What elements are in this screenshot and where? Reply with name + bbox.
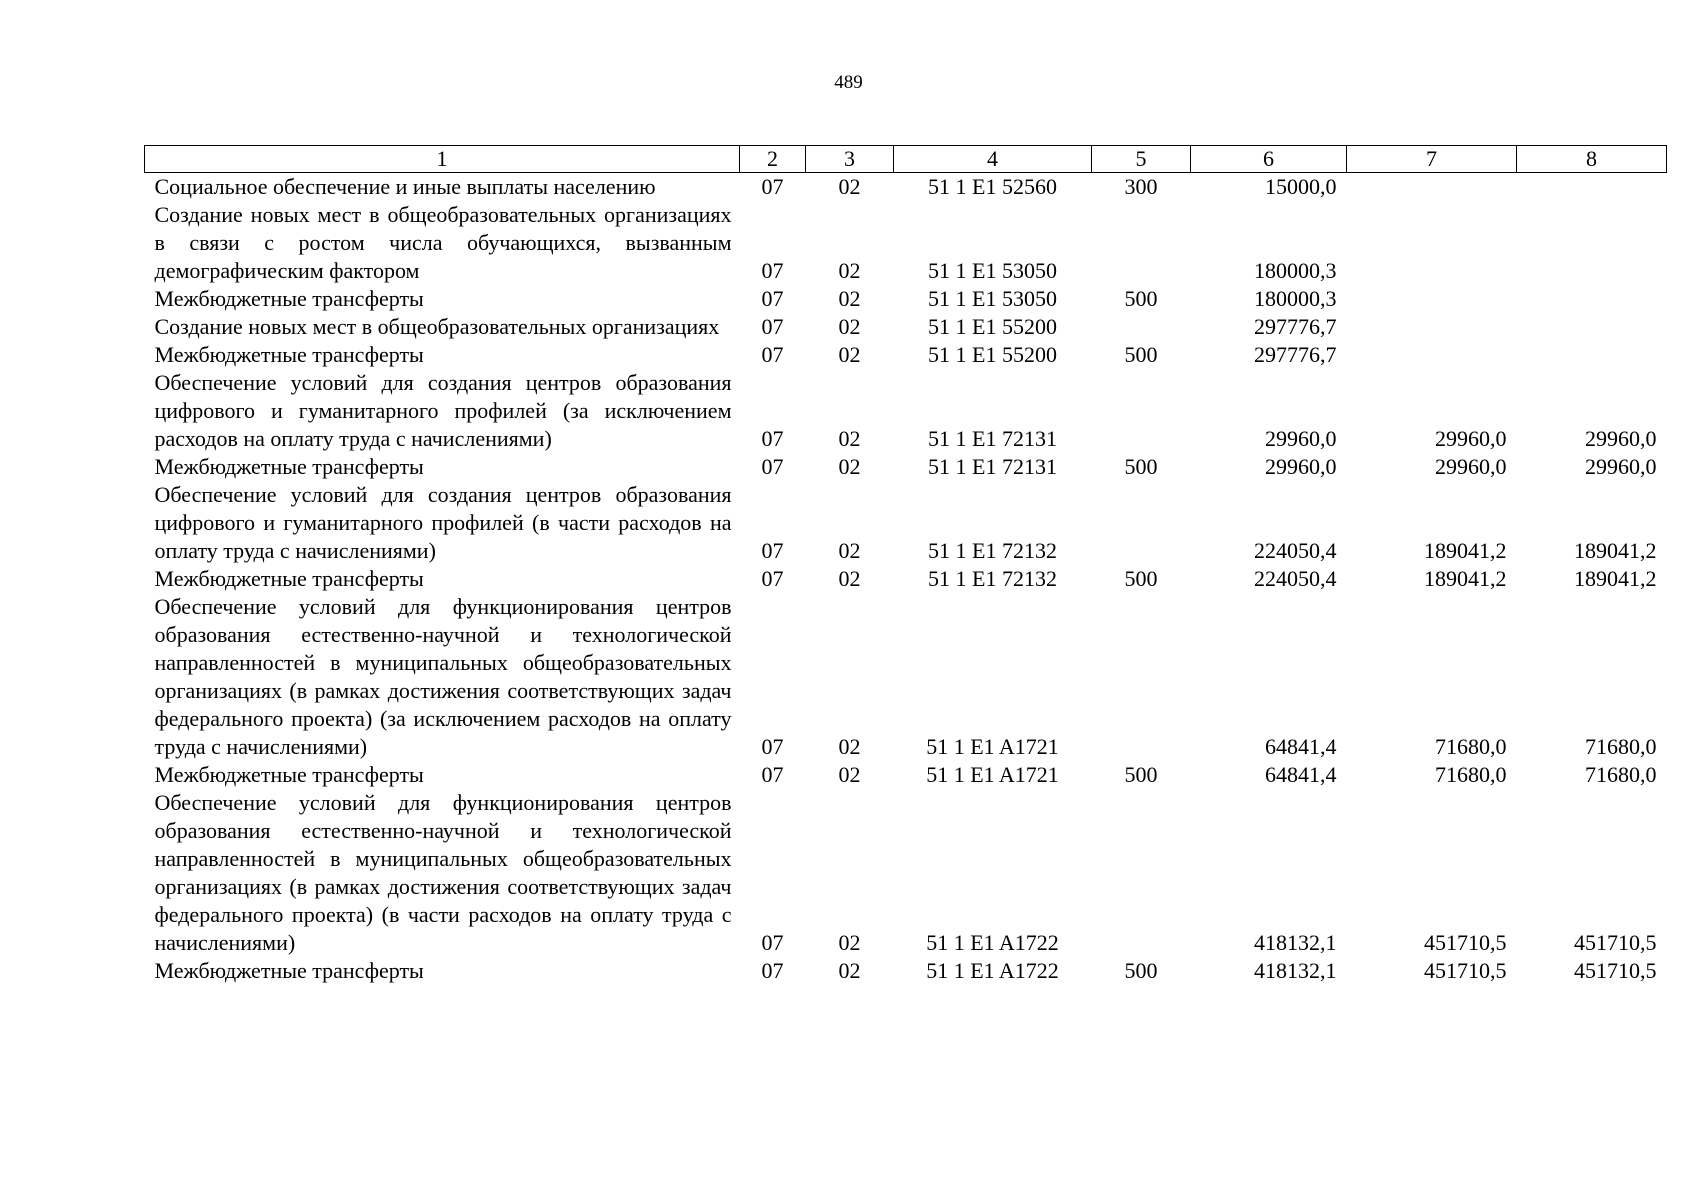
row-section: 07 — [761, 286, 784, 311]
row-section: 07 — [761, 314, 784, 339]
table-row — [145, 593, 1667, 761]
row-amount-2 — [1347, 341, 1517, 369]
row-amount-1: 297776,7 — [1254, 342, 1337, 367]
row-subsection: 02 — [838, 426, 861, 451]
row-amount-2: 189041,2 — [1424, 538, 1507, 563]
row-section: 07 — [761, 174, 784, 199]
row-amount-1: 64841,4 — [1265, 762, 1337, 787]
row-target-code: 51 1 E1 A1721 — [926, 734, 1059, 759]
row-amount-1: 224050,4 — [1254, 566, 1337, 591]
row-subsection: 02 — [838, 258, 861, 283]
row-amount-3: 71680,0 — [1585, 762, 1657, 787]
row-amount-1: 15000,0 — [1265, 174, 1337, 199]
row-name: Обеспечение условий для создания центров образования цифрового и гуманитарного профилей (в части расходов на оплату труда с начислениями) — [154, 482, 732, 563]
row-subsection: 02 — [838, 958, 861, 983]
row-expense-type — [1092, 201, 1191, 285]
table-row — [145, 313, 1667, 341]
row-name: Межбюджетные трансферты — [154, 762, 424, 787]
row-amount-2 — [1347, 173, 1517, 202]
row-amount-1: 180000,3 — [1254, 286, 1337, 311]
row-amount-2 — [1347, 313, 1517, 341]
table-row — [145, 957, 1667, 985]
row-name: Межбюджетные трансферты — [154, 566, 424, 591]
row-amount-1: 224050,4 — [1254, 538, 1337, 563]
table-header — [145, 146, 1667, 173]
row-amount-3: 29960,0 — [1585, 454, 1657, 479]
row-amount-3: 189041,2 — [1574, 538, 1657, 563]
row-amount-3 — [1517, 313, 1667, 341]
row-name: Межбюджетные трансферты — [154, 286, 424, 311]
row-subsection: 02 — [838, 734, 861, 759]
header-col-7: 7 — [1347, 146, 1517, 173]
row-amount-2: 451710,5 — [1424, 958, 1507, 983]
row-name: Создание новых мест в общеобразовательных организациях — [154, 314, 720, 339]
row-expense-type — [1092, 481, 1191, 565]
header-col-1: 1 — [145, 146, 740, 173]
row-target-code: 51 1 E1 72132 — [928, 538, 1057, 563]
header-col-2: 2 — [740, 146, 806, 173]
row-name: Межбюджетные трансферты — [154, 454, 424, 479]
row-name: Обеспечение условий для функционирования центров образования естественно-научной и технологической направленностей в муниципальных общеобразовательных организациях (в рамках достижения соответствующих задач федерального проекта) (за исключением расходов на оплату труда с начислениями) — [154, 594, 732, 759]
header-col-4: 4 — [894, 146, 1092, 173]
header-col-6: 6 — [1191, 146, 1347, 173]
row-target-code: 51 1 E1 72132 — [928, 566, 1057, 591]
row-target-code: 51 1 E1 A1721 — [926, 762, 1059, 787]
row-subsection: 02 — [838, 174, 861, 199]
table-row — [145, 565, 1667, 593]
row-amount-3: 451710,5 — [1574, 930, 1657, 955]
row-subsection: 02 — [838, 286, 861, 311]
row-amount-2: 451710,5 — [1424, 930, 1507, 955]
row-expense-type: 500 — [1124, 762, 1158, 787]
row-section: 07 — [761, 538, 784, 563]
row-expense-type: 500 — [1124, 342, 1158, 367]
row-amount-2 — [1347, 201, 1517, 285]
row-section: 07 — [761, 734, 784, 759]
row-name: Межбюджетные трансферты — [154, 958, 424, 983]
row-target-code: 51 1 E1 72131 — [928, 426, 1057, 451]
row-amount-3 — [1517, 173, 1667, 202]
row-amount-3 — [1517, 285, 1667, 313]
row-amount-1: 29960,0 — [1265, 454, 1337, 479]
row-amount-1: 64841,4 — [1265, 734, 1337, 759]
table-body — [145, 173, 1667, 986]
row-amount-2: 71680,0 — [1435, 762, 1507, 787]
header-col-5: 5 — [1092, 146, 1191, 173]
row-amount-2: 29960,0 — [1435, 426, 1507, 451]
table-row — [145, 173, 1667, 202]
row-section: 07 — [761, 454, 784, 479]
row-expense-type: 300 — [1124, 174, 1158, 199]
row-target-code: 51 1 E1 A1722 — [926, 958, 1059, 983]
row-target-code: 51 1 E1 52560 — [928, 174, 1057, 199]
table-row — [145, 761, 1667, 789]
row-expense-type — [1092, 593, 1191, 761]
row-subsection: 02 — [838, 314, 861, 339]
row-expense-type: 500 — [1124, 566, 1158, 591]
row-amount-1: 418132,1 — [1254, 930, 1337, 955]
table-row — [145, 285, 1667, 313]
row-section: 07 — [761, 426, 784, 451]
row-section: 07 — [761, 342, 784, 367]
row-target-code: 51 1 E1 55200 — [928, 314, 1057, 339]
table-row — [145, 481, 1667, 565]
row-subsection: 02 — [838, 454, 861, 479]
row-expense-type — [1092, 789, 1191, 957]
row-target-code: 51 1 E1 53050 — [928, 258, 1057, 283]
row-amount-2: 29960,0 — [1435, 454, 1507, 479]
header-row — [145, 146, 1667, 173]
header-col-3: 3 — [806, 146, 894, 173]
row-subsection: 02 — [838, 538, 861, 563]
row-section: 07 — [761, 566, 784, 591]
row-amount-2: 71680,0 — [1435, 734, 1507, 759]
row-amount-2 — [1347, 285, 1517, 313]
header-col-8: 8 — [1517, 146, 1667, 173]
table-row — [145, 369, 1667, 453]
row-name: Обеспечение условий для создания центров образования цифрового и гуманитарного профилей (за исключением расходов на оплату труда с начислениями) — [154, 370, 732, 451]
row-name: Создание новых мест в общеобразовательных организациях в связи с ростом числа обучающихся, вызванным демографическим фактором — [154, 202, 732, 283]
row-expense-type — [1092, 313, 1191, 341]
table-row — [145, 341, 1667, 369]
row-amount-1: 29960,0 — [1265, 426, 1337, 451]
row-amount-3: 451710,5 — [1574, 958, 1657, 983]
row-name: Социальное обеспечение и иные выплаты населению — [154, 174, 656, 199]
row-section: 07 — [761, 958, 784, 983]
row-subsection: 02 — [838, 930, 861, 955]
row-amount-3 — [1517, 201, 1667, 285]
row-amount-2: 189041,2 — [1424, 566, 1507, 591]
table-row — [145, 789, 1667, 957]
table-row — [145, 201, 1667, 285]
row-name: Обеспечение условий для функционирования центров образования естественно-научной и технологической направленностей в муниципальных общеобразовательных организациях (в рамках достижения соответствующих задач федерального проекта) (в части расходов на оплату труда с начислениями) — [154, 790, 732, 955]
row-name: Межбюджетные трансферты — [154, 342, 424, 367]
row-amount-3: 29960,0 — [1585, 426, 1657, 451]
row-section: 07 — [761, 930, 784, 955]
row-amount-1: 418132,1 — [1254, 958, 1337, 983]
row-section: 07 — [761, 258, 784, 283]
row-subsection: 02 — [838, 342, 861, 367]
row-target-code: 51 1 E1 A1722 — [926, 930, 1059, 955]
row-subsection: 02 — [838, 566, 861, 591]
table-row — [145, 453, 1667, 481]
row-amount-3: 71680,0 — [1585, 734, 1657, 759]
row-amount-1: 180000,3 — [1254, 258, 1337, 283]
row-expense-type: 500 — [1124, 286, 1158, 311]
budget-table — [144, 145, 1667, 985]
row-section: 07 — [761, 762, 784, 787]
row-target-code: 51 1 E1 55200 — [928, 342, 1057, 367]
row-amount-3 — [1517, 341, 1667, 369]
row-amount-1: 297776,7 — [1254, 314, 1337, 339]
row-amount-3: 189041,2 — [1574, 566, 1657, 591]
row-expense-type — [1092, 369, 1191, 453]
row-subsection: 02 — [838, 762, 861, 787]
row-expense-type: 500 — [1124, 454, 1158, 479]
page-number: 489 — [834, 72, 863, 93]
row-expense-type: 500 — [1124, 958, 1158, 983]
row-target-code: 51 1 E1 72131 — [928, 454, 1057, 479]
row-target-code: 51 1 E1 53050 — [928, 286, 1057, 311]
